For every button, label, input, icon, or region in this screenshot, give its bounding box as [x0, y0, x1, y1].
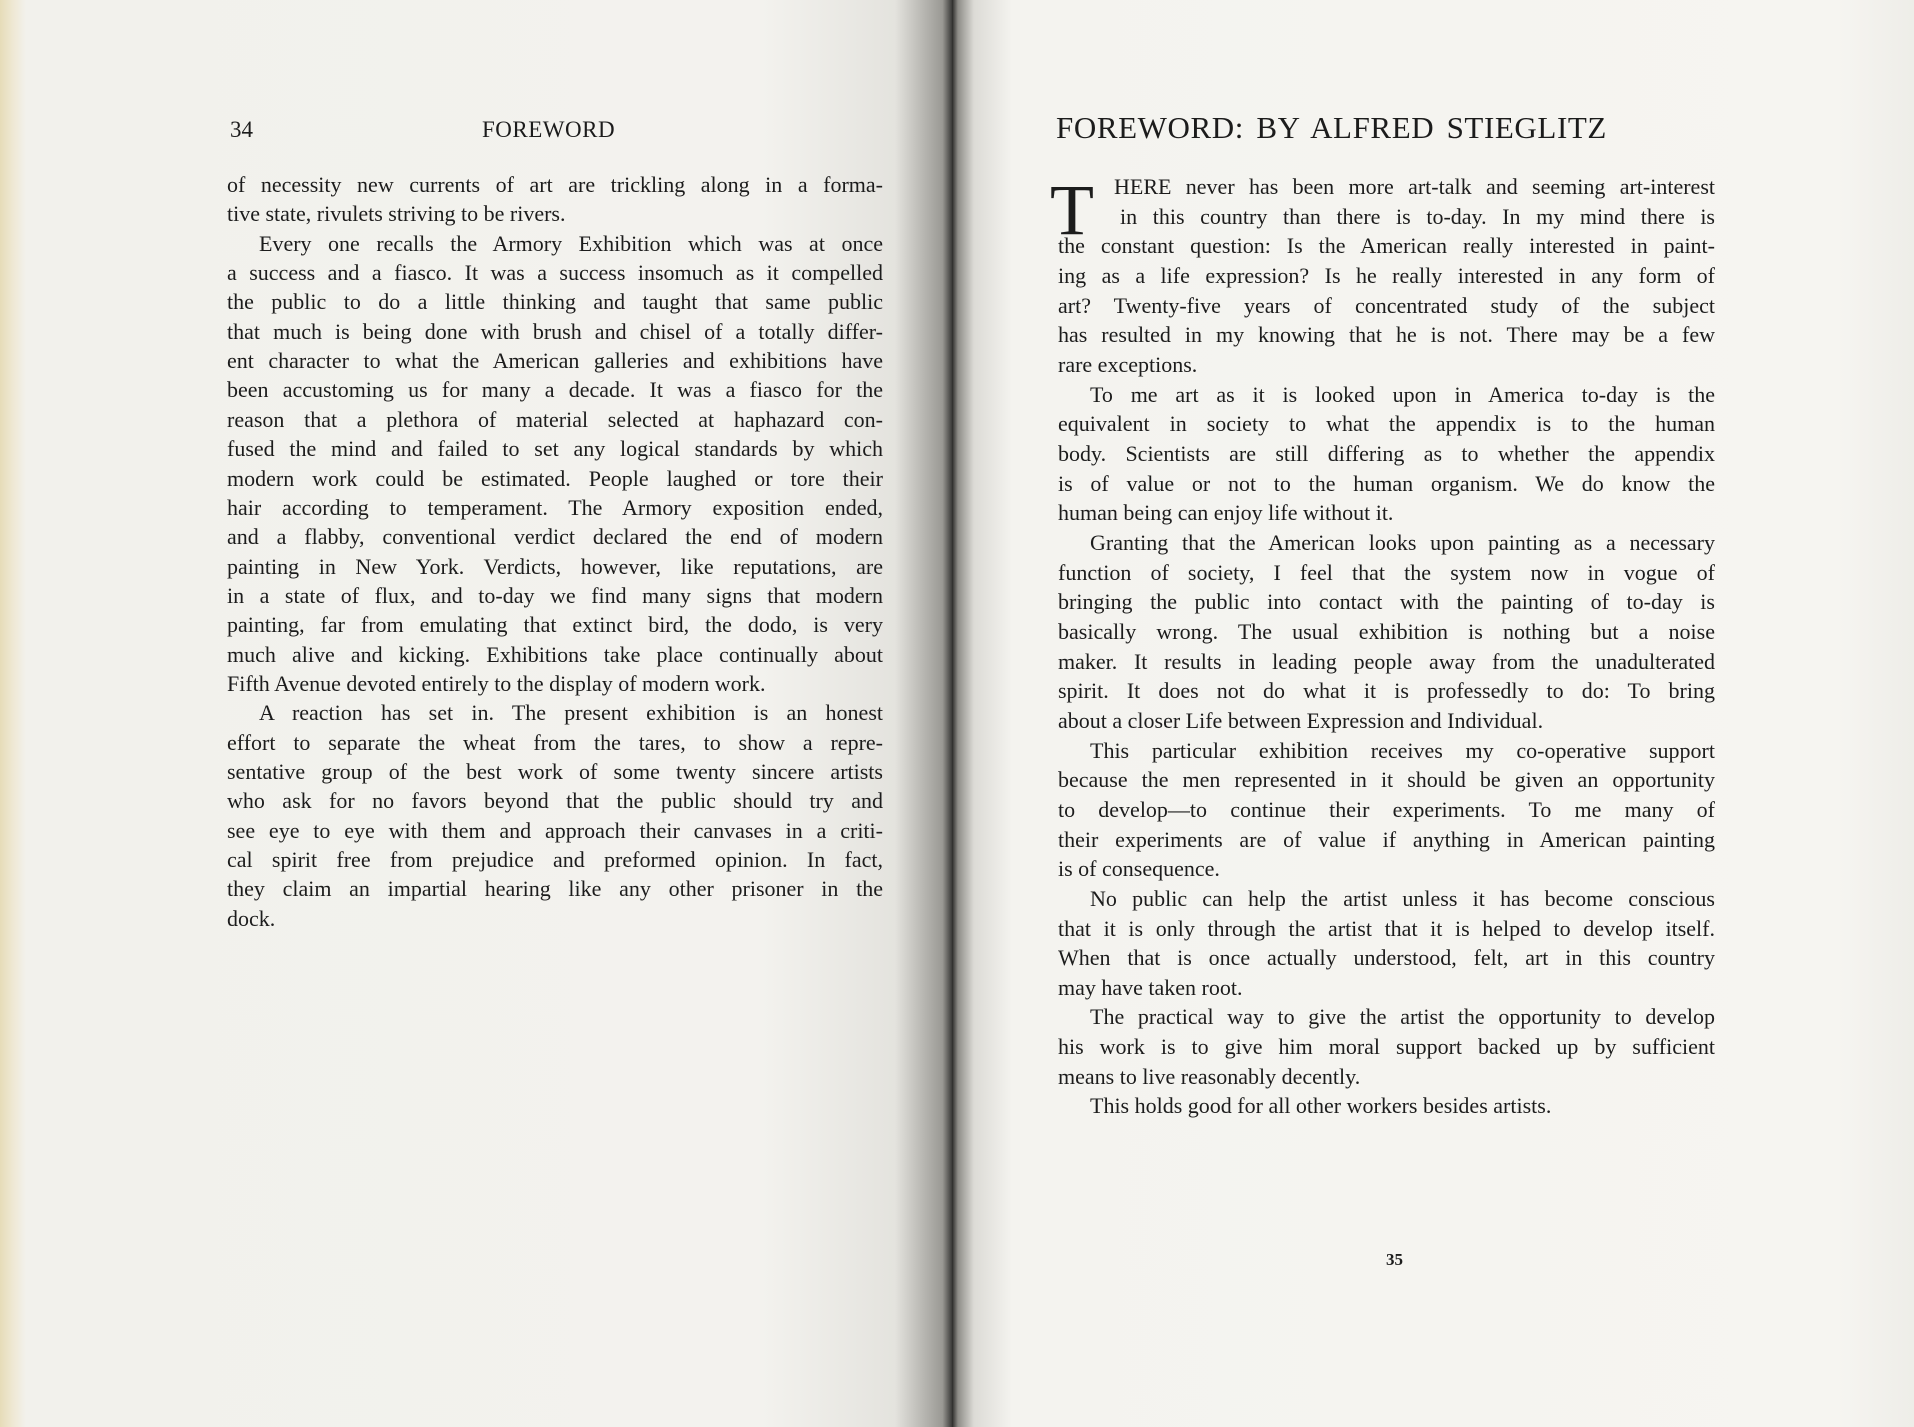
text-line: dock.	[227, 905, 276, 931]
text-line: means to live reasonably decently.	[1058, 1063, 1361, 1089]
text-line: been accustoming us for many a decade. It was a fiasco for the	[227, 377, 883, 403]
text-line: bringing the public into contact with the painting of to-day is	[1058, 589, 1715, 615]
text-line: Fifth Avenue devoted entirely to the display of modern work.	[227, 670, 766, 696]
text-line: see eye to eye with them and approach their canvases in a criti-	[227, 817, 883, 843]
text-line: A reaction has set in. The present exhibition is an honest	[259, 700, 883, 726]
chapter-title: FOREWORD: BY ALFRED STIEGLITZ	[1056, 110, 1607, 145]
text-line: ent character to what the American galleries and exhibitions have	[227, 348, 883, 374]
text-line: tive state, rivulets striving to be rivers.	[227, 201, 566, 227]
text-line: basically wrong. The usual exhibition is nothing but a noise	[1058, 618, 1715, 644]
text-line: that much is being done with brush and chisel of a totally differ-	[227, 318, 883, 344]
text-line: in this country than there is to-day. In my mind there is	[1120, 203, 1715, 229]
text-line: To me art as it is looked upon in America to-day is the	[1090, 381, 1715, 407]
text-line: they claim an impartial hearing like any other prisoner in the	[227, 876, 883, 902]
text-line: spirit. It does not do what it is professedly to do: To bring	[1058, 678, 1715, 704]
text-line: much alive and kicking. Exhibitions take place continually about	[227, 641, 883, 667]
text-line: ing as a life expression? Is he really interested in any form of	[1058, 262, 1715, 288]
left-running-head: FOREWORD	[482, 117, 616, 142]
text-line: body. Scientists are still differing as to whether the appendix	[1058, 440, 1715, 466]
text-line: hair according to temperament. The Armory exposition ended,	[227, 494, 883, 520]
text-line: The practical way to give the artist the opportunity to develop	[1090, 1004, 1715, 1030]
text-line: may have taken root.	[1058, 974, 1243, 1000]
text-line: that it is only through the artist that it is helped to develop itself.	[1058, 915, 1715, 941]
right-page-number: 35	[1386, 1250, 1403, 1269]
text-line: cal spirit free from prejudice and preformed opinion. In fact,	[227, 847, 883, 873]
text-line: has resulted in my knowing that he is not. There may be a few	[1058, 322, 1715, 348]
text-line: in a state of flux, and to-day we find many signs that modern	[227, 582, 883, 608]
text-line: No public can help the artist unless it has become conscious	[1090, 885, 1715, 911]
text-line: This particular exhibition receives my co-operative support	[1090, 737, 1715, 763]
text-line: the constant question: Is the American really interested in paint-	[1058, 233, 1715, 259]
text-line: painting, far from emulating that extinct bird, the dodo, is very	[227, 612, 883, 638]
drop-cap: T	[1050, 170, 1094, 250]
text-line: human being can enjoy life without it.	[1058, 500, 1394, 526]
text-line: the public to do a little thinking and taught that same public	[227, 289, 883, 315]
text-line: art? Twenty-five years of concentrated study of the subject	[1058, 292, 1715, 318]
text-line: their experiments are of value if anything in American painting	[1058, 826, 1715, 852]
text-line: Granting that the American looks upon painting as a necessary	[1090, 529, 1715, 555]
text-line: fused the mind and failed to set any logical standards by which	[227, 436, 883, 462]
text-line: When that is once actually understood, felt, art in this country	[1058, 945, 1715, 971]
text-line: rare exceptions.	[1058, 351, 1198, 377]
text-line: equivalent in society to what the appendix is to the human	[1058, 411, 1715, 437]
text-line: effort to separate the wheat from the tares, to show a repre-	[227, 729, 883, 755]
text-line: his work is to give him moral support backed up by sufficient	[1058, 1034, 1715, 1060]
text-line: HERE never has been more art-talk and seeming art-interest	[1114, 174, 1715, 199]
text-line: a success and a fiasco. It was a success insomuch as it compelled	[227, 260, 883, 286]
text-line: function of society, I feel that the system now in vogue of	[1058, 559, 1715, 585]
text-line: of necessity new currents of art are trickling along in a forma-	[227, 172, 883, 197]
left-page-number: 34	[230, 117, 253, 142]
text-line: Every one recalls the Armory Exhibition which was at once	[259, 230, 883, 256]
text-line: This holds good for all other workers besides artists.	[1090, 1093, 1552, 1119]
text-line: reason that a plethora of material selected at haphazard con-	[227, 406, 883, 432]
text-line: because the men represented in it should be given an opportunity	[1058, 767, 1715, 793]
text-line: who ask for no favors beyond that the public should try and	[227, 788, 883, 814]
text-line: is of value or not to the human organism. We do know the	[1058, 470, 1715, 496]
text-line: sentative group of the best work of some twenty sincere artists	[227, 759, 883, 784]
text-line: maker. It results in leading people away from the unadulterated	[1058, 648, 1715, 674]
text-line: painting in New York. Verdicts, however, like reputations, are	[227, 553, 883, 579]
text-line: about a closer Life between Expression and Individual.	[1058, 707, 1544, 733]
text-line: is of consequence.	[1058, 856, 1220, 882]
text-line: to develop—to continue their experiments. To me many of	[1058, 796, 1715, 822]
text-line: and a flabby, conventional verdict declared the end of modern	[227, 524, 883, 550]
text-line: modern work could be estimated. People laughed or tore their	[227, 465, 883, 491]
